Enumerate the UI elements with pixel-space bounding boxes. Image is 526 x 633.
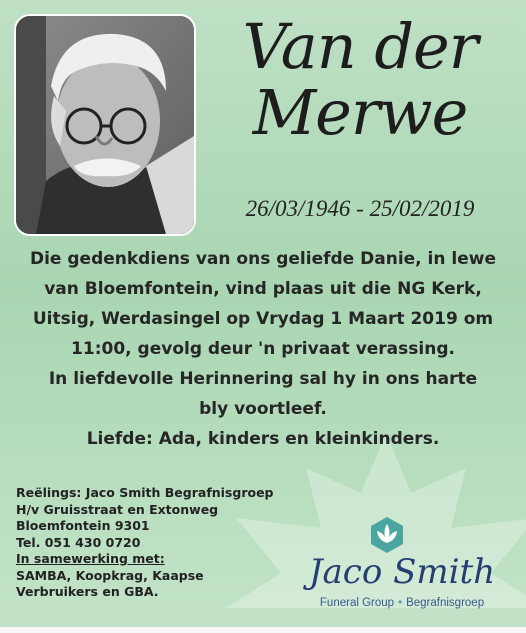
arrangements-line: Reëlings: Jaco Smith Begrafnisgroep: [16, 485, 274, 500]
address-street: H/v Gruisstraat en Extonweg: [16, 501, 219, 517]
body-line: In liefdevolle Herinnering sal hy in ons harte: [48, 369, 478, 389]
body-line: Uitsig, Werdasingel op Vrydag 1 Maart 2019 om: [32, 309, 494, 329]
life-dates: 26/03/1946 - 25/02/2019: [245, 196, 475, 221]
notice-body: [10, 244, 516, 454]
partners-line2: Verbruikers en GBA.: [16, 584, 159, 599]
body-line: bly voortleef.: [199, 399, 327, 419]
address-city: Bloemfontein 9301: [16, 518, 150, 533]
surname-line1: Van der: [242, 10, 478, 83]
brand-tagline: [282, 597, 522, 609]
brand-tag-left: Funeral Group: [319, 597, 395, 609]
surname-heading: [200, 10, 520, 149]
partners-line1: SAMBA, Koopkrag, Kaapse: [16, 567, 204, 583]
body-line: van Bloemfontein, vind plaas uit die NG Kerk,: [44, 279, 482, 299]
bottom-border: [0, 627, 526, 633]
body-line: Die gedenkdiens van ons geliefde Danie, in lewe: [29, 249, 496, 269]
body-line: 11:00, gevolg deur 'n privaat verassing.: [71, 339, 455, 359]
portrait-photo: [14, 14, 196, 236]
contact-details: [16, 485, 316, 601]
brand-tag-right: Begrafnisgroep: [406, 597, 485, 609]
cooperation-heading: In samewerking met:: [16, 551, 165, 566]
telephone: Tel. 051 430 0720: [16, 534, 141, 550]
brand-logo-name: Jaco Smith: [308, 552, 496, 592]
separator-dot: •: [398, 597, 403, 609]
body-line: Liefde: Ada, kinders en kleinkinders.: [86, 429, 440, 449]
surname-line2: Merwe: [252, 76, 468, 149]
lily-icon: [367, 515, 407, 555]
